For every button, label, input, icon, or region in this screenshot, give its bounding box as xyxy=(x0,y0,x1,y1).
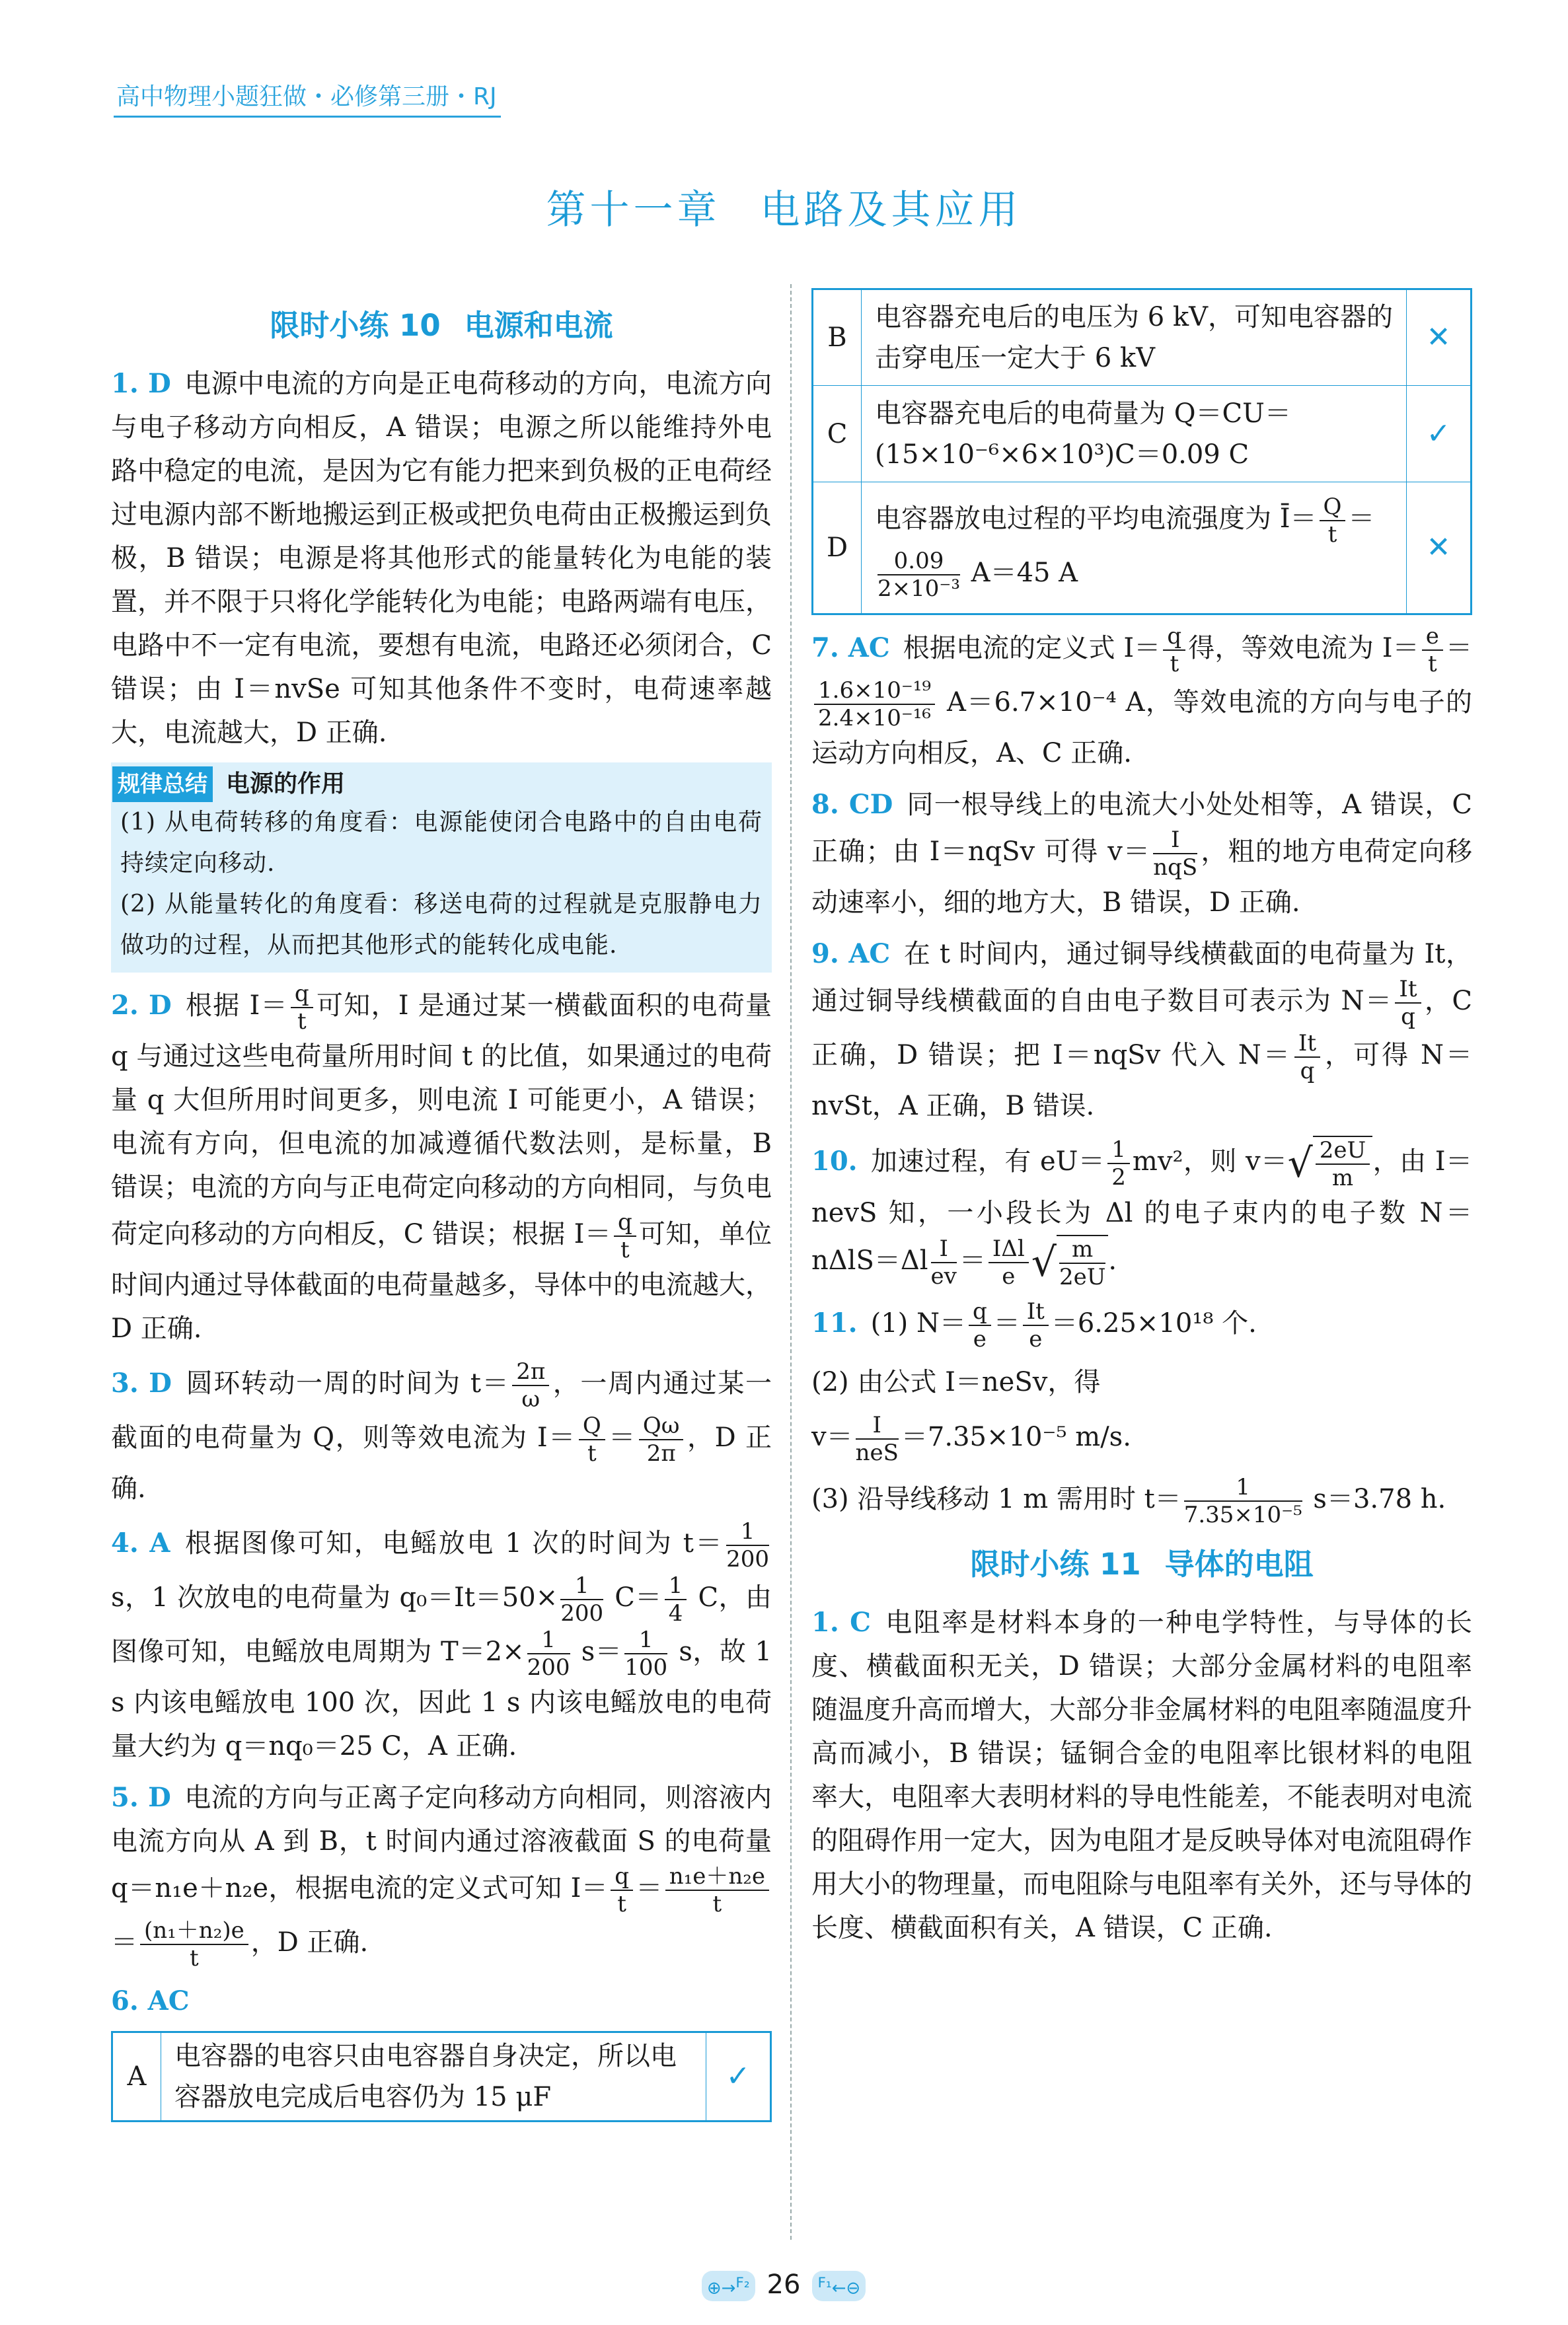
numerator: 1 xyxy=(726,1518,769,1546)
fraction xyxy=(1320,494,1346,548)
answer-7 xyxy=(811,623,1472,775)
fraction xyxy=(1395,976,1421,1030)
numerator: It xyxy=(1023,1298,1049,1326)
fraction xyxy=(579,1413,605,1467)
column-divider xyxy=(790,284,792,2240)
denominator: t xyxy=(620,1237,630,1263)
numerator: IΔl xyxy=(989,1236,1029,1263)
answer-text xyxy=(111,369,772,748)
fraction xyxy=(1107,1136,1130,1191)
text-run: ，可得 N＝nvSt，A 正确，B 错误. xyxy=(811,1040,1472,1121)
answer-label: 9. AC xyxy=(811,938,891,969)
summary-box xyxy=(111,762,772,973)
text-run: 电阻率是材料本身的一种电学特性，与导体的长度、横截面积无关，D 错误；大部分金属材料的电阻率随温度升高而增大，大部分非金属材料的电阻率随温度升高而减小，B 错误；锰铜合金的电阻率比银材料的电阻率大，电阻率大表明材料的导电性能差，不能表明对电流的阻碍作用一定大，因为电阻才是反映导体对电流阻碍作用大小的物理量，而电阻除与电阻率有关外，还与导体的长度、横截面积有关，A 错误，C 正确. xyxy=(811,1607,1472,1943)
denominator: q xyxy=(1401,1004,1415,1030)
denominator: 200 xyxy=(527,1654,570,1681)
text-run: . xyxy=(1108,1245,1117,1276)
numerator: Q xyxy=(579,1413,605,1440)
text-run: ＝ xyxy=(959,1245,986,1276)
left-column xyxy=(111,297,772,2122)
fraction xyxy=(611,1863,633,1917)
denominator: t xyxy=(1327,521,1337,548)
chapter-number: 第十一章 xyxy=(546,187,721,233)
answer-text xyxy=(811,1136,1473,1290)
denominator: 2π xyxy=(646,1440,676,1467)
page-number: 26 xyxy=(766,2270,801,2300)
answer-text xyxy=(811,1607,1472,1943)
denominator: 2 xyxy=(1111,1164,1126,1191)
page-footer xyxy=(652,2266,916,2303)
summary-title: 电源的作用 xyxy=(226,770,346,797)
answer-11-part4 xyxy=(811,1474,1472,1528)
numerator: 1.6×10⁻¹⁹ xyxy=(814,677,935,705)
numerator: q xyxy=(1163,623,1185,651)
answer-label: 1. D xyxy=(111,368,171,399)
force-label: F₂ xyxy=(735,2275,750,2292)
force-label: F₁ xyxy=(817,2275,832,2292)
denominator: 4 xyxy=(668,1600,683,1627)
fraction xyxy=(140,1917,248,1972)
denominator: m xyxy=(1331,1165,1354,1191)
fraction xyxy=(969,1298,991,1352)
option-key: B xyxy=(813,289,862,386)
text-run: A＝45 A xyxy=(962,558,1078,588)
numerator: q xyxy=(614,1209,636,1237)
answer-text xyxy=(811,1474,1446,1528)
text-run: 得，等效电流为 I＝ xyxy=(1188,633,1419,663)
answer-text xyxy=(811,623,1473,768)
option-key: A xyxy=(112,2032,161,2122)
text-run: 根据图像可知，电鳐放电 1 次的时间为 t＝ xyxy=(183,1528,724,1559)
section-number: 限时小练 10 xyxy=(270,308,441,343)
section-title-10 xyxy=(111,303,772,349)
answer-label: 10. xyxy=(811,1146,858,1177)
denominator: t xyxy=(190,1945,199,1972)
fraction xyxy=(512,1358,549,1413)
fraction xyxy=(560,1572,603,1627)
answer-label: 5. D xyxy=(111,1782,171,1813)
s11-answer-1 xyxy=(811,1601,1472,1950)
text-run: 可知，单位时间内通过导体截面的电荷量越多，导体中的电流越大，D 正确. xyxy=(111,1219,772,1344)
option-text xyxy=(862,482,1407,614)
chapter-name: 电路及其应用 xyxy=(760,187,1022,233)
book-header: 高中物理小题狂做・必修第三册・RJ xyxy=(114,78,501,118)
radicand xyxy=(1313,1136,1372,1191)
answer-2 xyxy=(111,980,772,1350)
check-icon: ✓ xyxy=(1407,386,1472,482)
text-run: ＝ xyxy=(635,1873,663,1903)
fraction xyxy=(1422,623,1443,677)
denominator: t xyxy=(712,1891,722,1917)
text-run: 根据 I＝ xyxy=(184,990,288,1021)
radicand xyxy=(1057,1235,1108,1290)
answer-11-part2 xyxy=(811,1360,1472,1404)
answer-label: 1. C xyxy=(811,1607,871,1638)
text-run: 同一根导线上的电流大小处处相等，A 错误，C 正确；由 I＝nqSv 可得 v＝ xyxy=(811,790,1472,867)
answer-3 xyxy=(111,1358,772,1510)
numerator: 1 xyxy=(665,1572,687,1600)
answer-8 xyxy=(811,783,1472,924)
summary-item: (1) 从电荷转移的角度看：电源能使闭合电路中的自由电荷持续定向移动. xyxy=(120,809,763,877)
fraction xyxy=(665,1572,687,1627)
denominator: e xyxy=(1002,1263,1016,1290)
denominator: 2eU xyxy=(1059,1264,1106,1290)
denominator: nqS xyxy=(1153,854,1198,881)
text-run: ，D 正确. xyxy=(111,1422,772,1504)
denominator: 200 xyxy=(726,1546,769,1572)
square-root xyxy=(1288,1136,1373,1191)
text-run: mv²，则 v＝ xyxy=(1132,1146,1288,1177)
check-icon: ✓ xyxy=(706,2032,771,2122)
radical-sign-icon: √ xyxy=(1287,1140,1313,1187)
text-run: ，由 I＝nevS 知，一小段长为 Δl 的电子束内的电子数 N＝nΔlS＝Δl xyxy=(811,1146,1473,1276)
text-run: ＝ xyxy=(1445,633,1473,663)
answer-label: 6. AC xyxy=(111,1985,190,2016)
denominator: ev xyxy=(930,1263,957,1290)
fraction xyxy=(877,548,960,602)
text-run: s，故 1 s 内该电鳐放电 100 次，因此 1 s 内该电鳐放电的电荷量大约为 q＝nq₀＝25 C，A 正确. xyxy=(111,1637,772,1761)
numerator: I xyxy=(931,1236,957,1263)
answer-text xyxy=(111,1358,772,1504)
negative-charge-icon: $^{F_1}$←⊖ xyxy=(812,2271,866,2301)
numerator: m xyxy=(1059,1236,1105,1264)
denominator: t xyxy=(587,1440,597,1467)
fraction xyxy=(726,1518,769,1572)
section-title-11 xyxy=(811,1541,1472,1588)
denominator: 7.35×10⁻⁵ xyxy=(1183,1502,1302,1528)
answer-5 xyxy=(111,1776,772,1972)
summary-item: (2) 从能量转化的角度看：移送电荷的过程就是克服静电力做功的过程，从而把其他形式的能转化成电能. xyxy=(120,891,763,959)
answer-label: 8. CD xyxy=(811,789,893,820)
fraction xyxy=(291,980,313,1035)
radical-sign-icon: √ xyxy=(1031,1239,1057,1286)
fraction xyxy=(1023,1298,1049,1352)
numerator: 2eU xyxy=(1316,1137,1370,1165)
answer-11-part3 xyxy=(811,1412,1472,1466)
text-run: C＝ xyxy=(606,1582,662,1613)
square-root xyxy=(1031,1235,1109,1290)
numerator: 2π xyxy=(512,1358,549,1386)
summary-tag: 规律总结 xyxy=(112,766,213,802)
denominator: t xyxy=(617,1891,626,1917)
text-run: A＝6.7×10⁻⁴ A，等效电流的方向与电子的运动方向相反，A、C 正确. xyxy=(811,687,1472,768)
text-run: (3) 沿导线移动 1 m 需用时 t＝ xyxy=(811,1484,1181,1514)
fraction xyxy=(931,1236,957,1290)
answer-text xyxy=(811,1412,1131,1466)
answer-text xyxy=(811,1367,1100,1397)
denominator: t xyxy=(297,1008,307,1035)
denominator: 2.4×10⁻¹⁶ xyxy=(818,705,932,731)
table-row xyxy=(813,482,1472,614)
text-run: ，粗的地方电荷定向移动速率小，细的地方大，B 错误，D 正确. xyxy=(811,836,1472,918)
text-run: ＝ xyxy=(993,1308,1020,1339)
right-column xyxy=(811,288,1472,1950)
text-run: (1) N＝ xyxy=(870,1308,966,1339)
section-number: 限时小练 11 xyxy=(970,1547,1141,1582)
text-run: ＝ xyxy=(111,1927,137,1958)
table-row xyxy=(112,2032,771,2122)
options-table-part2 xyxy=(811,288,1472,615)
answer-6 xyxy=(111,1979,772,2023)
numerator: e xyxy=(1422,623,1443,651)
answer-text xyxy=(111,980,772,1344)
fraction xyxy=(989,1236,1029,1290)
fraction xyxy=(624,1627,667,1681)
fraction xyxy=(527,1627,570,1681)
positive-charge-icon: ⊕→$^{F_2}$ xyxy=(702,2271,755,2301)
section-name: 电源和电流 xyxy=(464,308,613,343)
denominator: t xyxy=(1170,651,1179,677)
text-run: 圆环转动一周的时间为 t＝ xyxy=(184,1368,510,1399)
table-row xyxy=(813,386,1472,482)
section-name: 导体的电阻 xyxy=(1164,1547,1314,1582)
numerator: q xyxy=(611,1863,633,1891)
fraction xyxy=(814,677,935,731)
text-run: 电流的方向与正离子定向移动方向相同，则溶液内电流方向从 A 到 B，t 时间内通过溶液截面 S 的电荷量 q＝n₁e＋n₂e，根据电流的定义式可知 I＝ xyxy=(111,1783,772,1903)
fraction xyxy=(1294,1030,1320,1084)
answer-label: 3. D xyxy=(111,1368,172,1399)
denominator: q xyxy=(1300,1058,1315,1084)
numerator: I xyxy=(856,1412,899,1440)
denominator: e xyxy=(973,1326,987,1352)
numerator: It xyxy=(1395,976,1421,1004)
fraction xyxy=(1184,1474,1302,1528)
text-run: s＝ xyxy=(572,1637,622,1667)
numerator: It xyxy=(1294,1030,1320,1058)
fraction xyxy=(1163,623,1185,677)
fraction xyxy=(1059,1236,1105,1290)
numerator: 1 xyxy=(1184,1474,1302,1502)
numerator: q xyxy=(291,980,313,1008)
fraction xyxy=(1153,827,1197,881)
numerator: q xyxy=(969,1298,991,1326)
answer-text xyxy=(111,1783,772,1972)
text-run: s＝3.78 h. xyxy=(1304,1484,1446,1514)
text-run: 电源中电流的方向是正电荷移动的方向，电流方向与电子移动方向相反，A 错误；电源之所以能维持外电路中稳定的电流，是因为它有能力把来到负极的正电荷经过电源内部不断地搬运到正极或把负电荷由正极搬运到负极，B 错误；电源是将其他形式的能量转化为电能的装置，并不限于只将化学能转化为电能；电路两端有电压，电路中不一定有电流，要想有电流，电路还必须闭合，C 错误；由 I＝nvSe 可知其他条件不变时，电荷速率越大，电流越大，D 正确. xyxy=(111,369,772,748)
answer-label: 11. xyxy=(811,1308,858,1339)
numerator: Qω xyxy=(639,1413,684,1440)
text-run: 加速过程，有 eU＝ xyxy=(870,1146,1105,1177)
answer-9 xyxy=(811,932,1472,1128)
cross-icon: ✕ xyxy=(1407,482,1472,614)
numerator: 1 xyxy=(1107,1136,1130,1164)
fraction xyxy=(614,1209,636,1263)
fraction xyxy=(639,1413,684,1467)
text-run: ，D 正确. xyxy=(250,1927,369,1958)
denominator: 200 xyxy=(560,1600,604,1627)
denominator: e xyxy=(1029,1326,1043,1352)
option-text: 电容器充电后的电压为 6 kV，可知电容器的击穿电压一定大于 6 kV xyxy=(862,289,1407,386)
fraction xyxy=(856,1412,899,1466)
denominator: t xyxy=(1428,651,1437,677)
answer-label: 2. D xyxy=(111,990,172,1021)
options-table-part1 xyxy=(111,2031,772,2122)
answer-10 xyxy=(811,1136,1472,1290)
text-run: v＝ xyxy=(811,1422,853,1452)
numerator: 1 xyxy=(527,1627,570,1654)
option-text: 电容器的电容只由电容器自身决定，所以电容器放电完成后电容仍为 15 μF xyxy=(161,2032,706,2122)
text-run: 根据电流的定义式 I＝ xyxy=(903,633,1161,663)
text-run: ，一周内通过某一截面的电荷量为 Q，则等效电流为 I＝ xyxy=(111,1368,772,1453)
numerator: Q xyxy=(1320,494,1346,521)
denominator: ω xyxy=(521,1386,541,1413)
text-run: s，1 次放电的电荷量为 q₀＝It＝50× xyxy=(111,1582,558,1613)
option-key: C xyxy=(813,386,862,482)
numerator: n₁e＋n₂e xyxy=(665,1863,769,1891)
text-run: ＝ xyxy=(1348,503,1375,534)
denominator: 2×10⁻³ xyxy=(877,575,960,602)
text-run: ＝7.35×10⁻⁵ m/s. xyxy=(901,1422,1131,1452)
answer-1 xyxy=(111,362,772,755)
numerator: 0.09 xyxy=(877,548,960,575)
cross-icon: ✕ xyxy=(1407,289,1472,386)
denominator: 100 xyxy=(624,1654,668,1681)
answer-label: 7. AC xyxy=(811,632,890,663)
text-run: ＝ xyxy=(607,1422,636,1453)
text-run: 可知，I 是通过某一横截面积的电荷量 q 与通过这些电荷量所用时间 t 的比值，如果通过的电荷量 q 大但所用时间更多，则电流 I 可能更小，A 错误；电流有方向，但电流的加减遵循代数法则，是标量，B 错误；电流的方向与正电荷定向移动的方向相同，与负电荷定向移动的方向相反，C 错误；根据 I＝ xyxy=(111,990,772,1249)
table-row xyxy=(813,289,1472,386)
answer-text xyxy=(811,790,1472,918)
denominator: neS xyxy=(855,1440,899,1466)
summary-header xyxy=(112,766,772,802)
fraction xyxy=(665,1863,769,1917)
answer-11-part1 xyxy=(811,1298,1472,1352)
answer-text xyxy=(111,1518,772,1761)
answer-text xyxy=(870,1298,1257,1352)
answer-label: 4. A xyxy=(111,1528,170,1559)
text-run: 电容器放电过程的平均电流强度为 Ī＝ xyxy=(875,503,1317,534)
numerator: 1 xyxy=(624,1627,667,1654)
text-run: 在 t 时间内，通过铜导线横截面的电荷量为 It，通过铜导线横截面的自由电子数目可表示为 N＝ xyxy=(811,939,1473,1016)
text-run: ＝6.25×10¹⁸ 个. xyxy=(1051,1308,1257,1339)
numerator: I xyxy=(1153,827,1197,854)
option-text: 电容器充电后的电荷量为 Q＝CU＝(15×10⁻⁶×6×10³)C＝0.09 C xyxy=(862,386,1407,482)
option-key: D xyxy=(813,482,862,614)
text-run: ，C 正确，D 错误；把 I＝nqSv 代入 N＝ xyxy=(811,986,1473,1070)
text-run: (2) 由公式 I＝neSv，得 xyxy=(811,1367,1101,1397)
numerator: 1 xyxy=(560,1572,603,1600)
chapter-title xyxy=(0,178,1568,235)
numerator: (n₁＋n₂)e xyxy=(140,1917,248,1945)
text-run: C，由图像可知，电鳐放电周期为 T＝2× xyxy=(111,1582,772,1667)
answer-4 xyxy=(111,1518,772,1768)
fraction xyxy=(1316,1137,1370,1191)
answer-text xyxy=(811,939,1472,1121)
